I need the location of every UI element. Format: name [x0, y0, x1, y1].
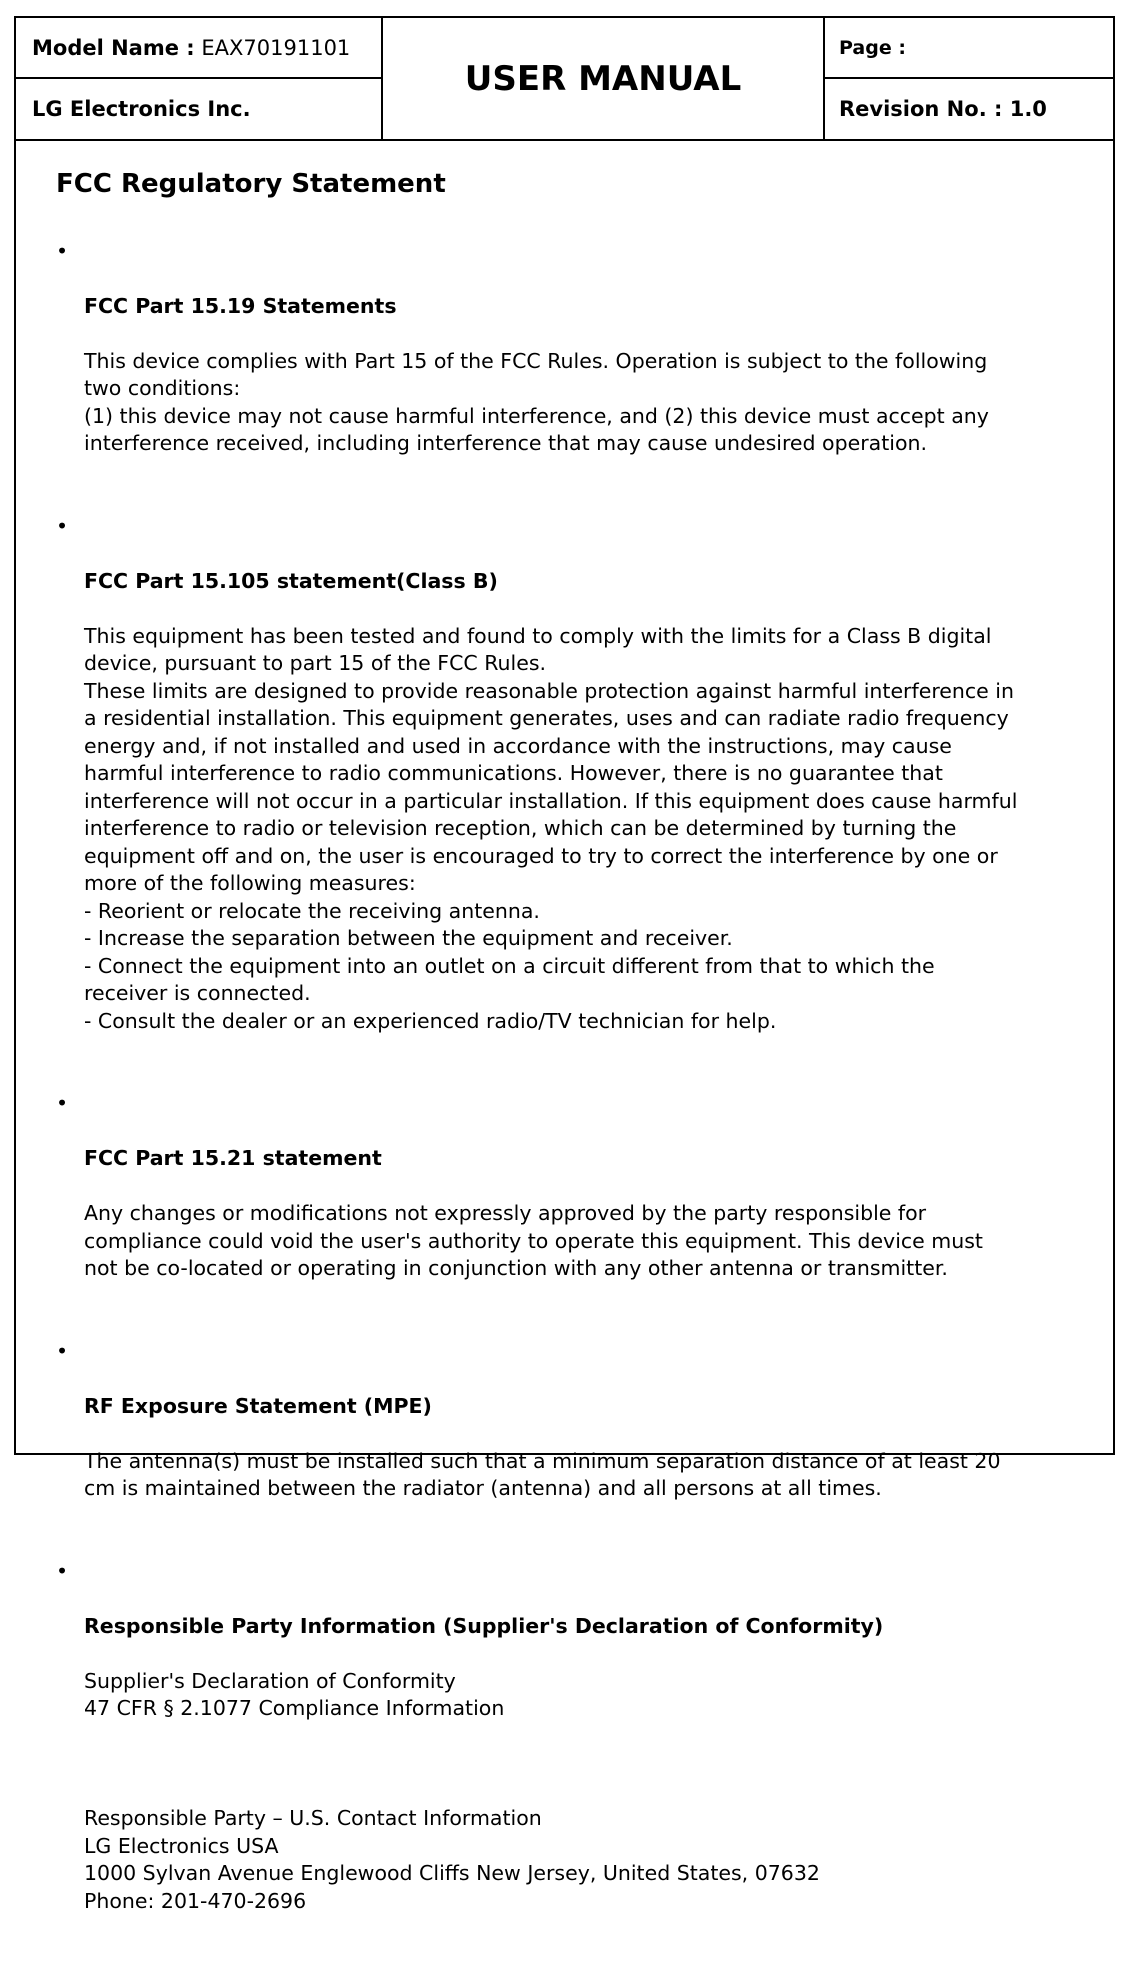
- section-fcc-15-21: [56, 1090, 1056, 1310]
- section-heading: Responsible Party Information (Supplier's Declaration of Conformity): [84, 1613, 884, 1638]
- section-heading: RF Exposure Statement (MPE): [84, 1393, 432, 1418]
- company-name: LG Electronics Inc.: [16, 79, 383, 139]
- section-responsible-party: [56, 1558, 1056, 1943]
- bullet-icon: •: [56, 1558, 69, 1583]
- spacer: [84, 1750, 1056, 1778]
- section-fcc-15-19: [56, 238, 1056, 486]
- section-fcc-15-105: [56, 513, 1056, 1063]
- section-body: Any changes or modifications not expressly approved by the party responsible for compliance could void the user's authority to operate this equipment. This device must not be co-located or operating in conjunction with any other antenna or transmitter.: [84, 1201, 983, 1281]
- contact-information: Responsible Party – U.S. Contact Information LG Electronics USA 1000 Sylvan Avenue Englewood Cliffs New Jersey, United States, 07632 Phone: 201-470-2696: [84, 1806, 820, 1913]
- model-name-cell: [16, 18, 383, 79]
- page-title: FCC Regulatory Statement: [56, 169, 446, 199]
- model-name-value: EAX70191101: [201, 35, 351, 60]
- section-body: Supplier's Declaration of Conformity 47 CFR § 2.1077 Compliance Information: [84, 1668, 505, 1721]
- bullet-icon: •: [56, 238, 69, 263]
- section-heading: FCC Part 15.105 statement(Class B): [84, 568, 498, 593]
- manual-title: USER MANUAL: [383, 18, 825, 139]
- section-rf-exposure: [56, 1338, 1056, 1531]
- section-heading: FCC Part 15.19 Statements: [84, 293, 397, 318]
- revision-label: Revision No. :: [839, 97, 1003, 121]
- model-name-label: Model Name :: [32, 35, 195, 60]
- page-label: Page :: [825, 18, 1113, 79]
- bullet-icon: •: [56, 1091, 69, 1116]
- bullet-icon: •: [56, 1338, 69, 1363]
- section-body: The antenna(s) must be installed such that a minimum separation distance of at least 20 cm is maintained between the radiator (antenna) and all persons at all times.: [84, 1448, 1001, 1501]
- section-heading: FCC Part 15.21 statement: [84, 1146, 382, 1171]
- bullet-icon: •: [56, 513, 69, 538]
- section-body: This equipment has been tested and found to comply with the limits for a Class B digital device, pursuant to part 15 of the FCC Rules. These limits are designed to provide reasonable protection against harmful interference in a residential installation. This equipment generates, uses and can radiate radio frequency energy and, if not installed and used in accordance with the instructions, may cause harmful interference to radio communications. However, there is no guarantee that interference will not occur in a particular installation. If this equipment does cause harmful interference to radio or television reception, which can be determined by turning the equipment off and on, the user is encouraged to try to correct the interference by one or more of the following measures: - Reorient or relocate the receiving antenna. - Increase the separation between the equipment and receiver. - Connect the equipment into an outlet on a circuit different from that to which the receiver is connected. - Consult the dealer or an experienced radio/TV technician for help.: [84, 623, 1018, 1033]
- document-header: [16, 18, 1113, 141]
- section-body: This device complies with Part 15 of the FCC Rules. Operation is subject to the following two conditions: (1) this device may not cause harmful interference, and (2) this device must accept any interference received, including interference that may cause undesired operation.: [84, 348, 989, 456]
- revision-cell: [825, 79, 1113, 139]
- revision-value: 1.0: [1009, 97, 1047, 121]
- document-body: [56, 168, 1056, 1970]
